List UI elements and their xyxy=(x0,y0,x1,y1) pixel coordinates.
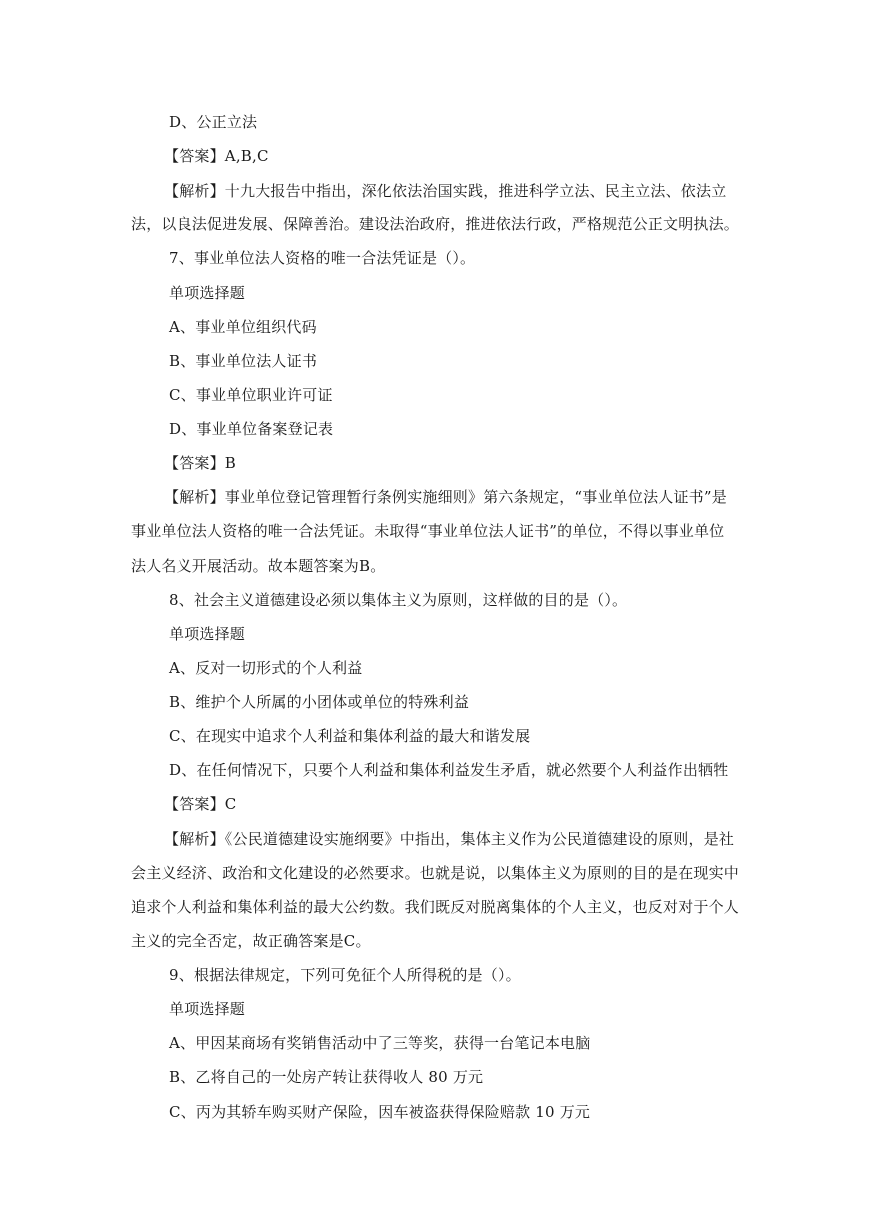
question-8: 8、社会主义道德建设必须以集体主义为原则，这样做的目的是（）。 xyxy=(169,591,628,609)
option-b-q8: B、维护个人所属的小团体或单位的特殊利益 xyxy=(169,693,470,711)
question-9: 9、根据法律规定，下列可免征个人所得税的是（）。 xyxy=(169,966,521,984)
analysis-q8-line4: 主义的完全否定，故正确答案是C。 xyxy=(131,932,371,950)
analysis-q7-line1: 【解析】事业单位登记管理暂行条例实施细则》第六条规定，“事业单位法人证书”是 xyxy=(164,488,727,506)
analysis-q7-line2: 事业单位法人资格的唯一合法凭证。未取得“事业单位法人证书”的单位，不得以事业单位 xyxy=(131,522,725,540)
analysis-q6-line1: 【解析】十九大报告中指出，深化依法治国实践，推进科学立法、民主立法、依法立 xyxy=(164,182,727,200)
analysis-q6-line2: 法，以良法促进发展、保障善治。建设法治政府，推进依法行政，严格规范公正文明执法。 xyxy=(131,215,740,233)
option-a-q8: A、反对一切形式的个人利益 xyxy=(169,659,363,677)
answer-q6: 【答案】A,B,C xyxy=(164,147,269,165)
option-d-q7: D、事业单位备案登记表 xyxy=(169,420,334,438)
option-c-q8: C、在现实中追求个人利益和集体利益的最大和谐发展 xyxy=(169,727,531,745)
option-a-q7: A、事业单位组织代码 xyxy=(169,318,317,336)
question-type-q7: 单项选择题 xyxy=(169,284,246,302)
analysis-q8-line2: 会主义经济、政治和文化建设的必然要求。也就是说，以集体主义为原则的目的是在现实中 xyxy=(131,864,740,882)
answer-q7: 【答案】B xyxy=(164,454,237,472)
option-c-q9: C、丙为其轿车购买财产保险，因车被盗获得保险赔款 10 万元 xyxy=(169,1103,591,1121)
option-d-q8: D、在任何情况下，只要个人利益和集体利益发生矛盾，就必然要个人利益作出牺牲 xyxy=(169,761,729,779)
question-type-q9: 单项选择题 xyxy=(169,1000,246,1018)
option-b-q7: B、事业单位法人证书 xyxy=(169,352,318,370)
analysis-q8-line3: 追求个人利益和集体利益的最大公约数。我们既反对脱离集体的个人主义，也反对对于个人 xyxy=(131,898,740,916)
question-7: 7、事业单位法人资格的唯一合法凭证是（）。 xyxy=(169,249,476,267)
analysis-q8-line1: 【解析】《公民道德建设实施纲要》中指出，集体主义作为公民道德建设的原则，是社 xyxy=(164,830,735,848)
answer-q8: 【答案】C xyxy=(164,795,237,813)
question-type-q8: 单项选择题 xyxy=(169,625,246,643)
option-b-q9: B、乙将自己的一处房产转让获得收人 80 万元 xyxy=(169,1068,484,1086)
option-a-q9: A、甲因某商场有奖销售活动中了三等奖，获得一台笔记本电脑 xyxy=(169,1034,591,1052)
option-d-q6: D、公正立法 xyxy=(169,113,258,131)
option-c-q7: C、事业单位职业许可证 xyxy=(169,386,333,404)
analysis-q7-line3: 法人名义开展活动。故本题答案为B。 xyxy=(131,557,386,575)
